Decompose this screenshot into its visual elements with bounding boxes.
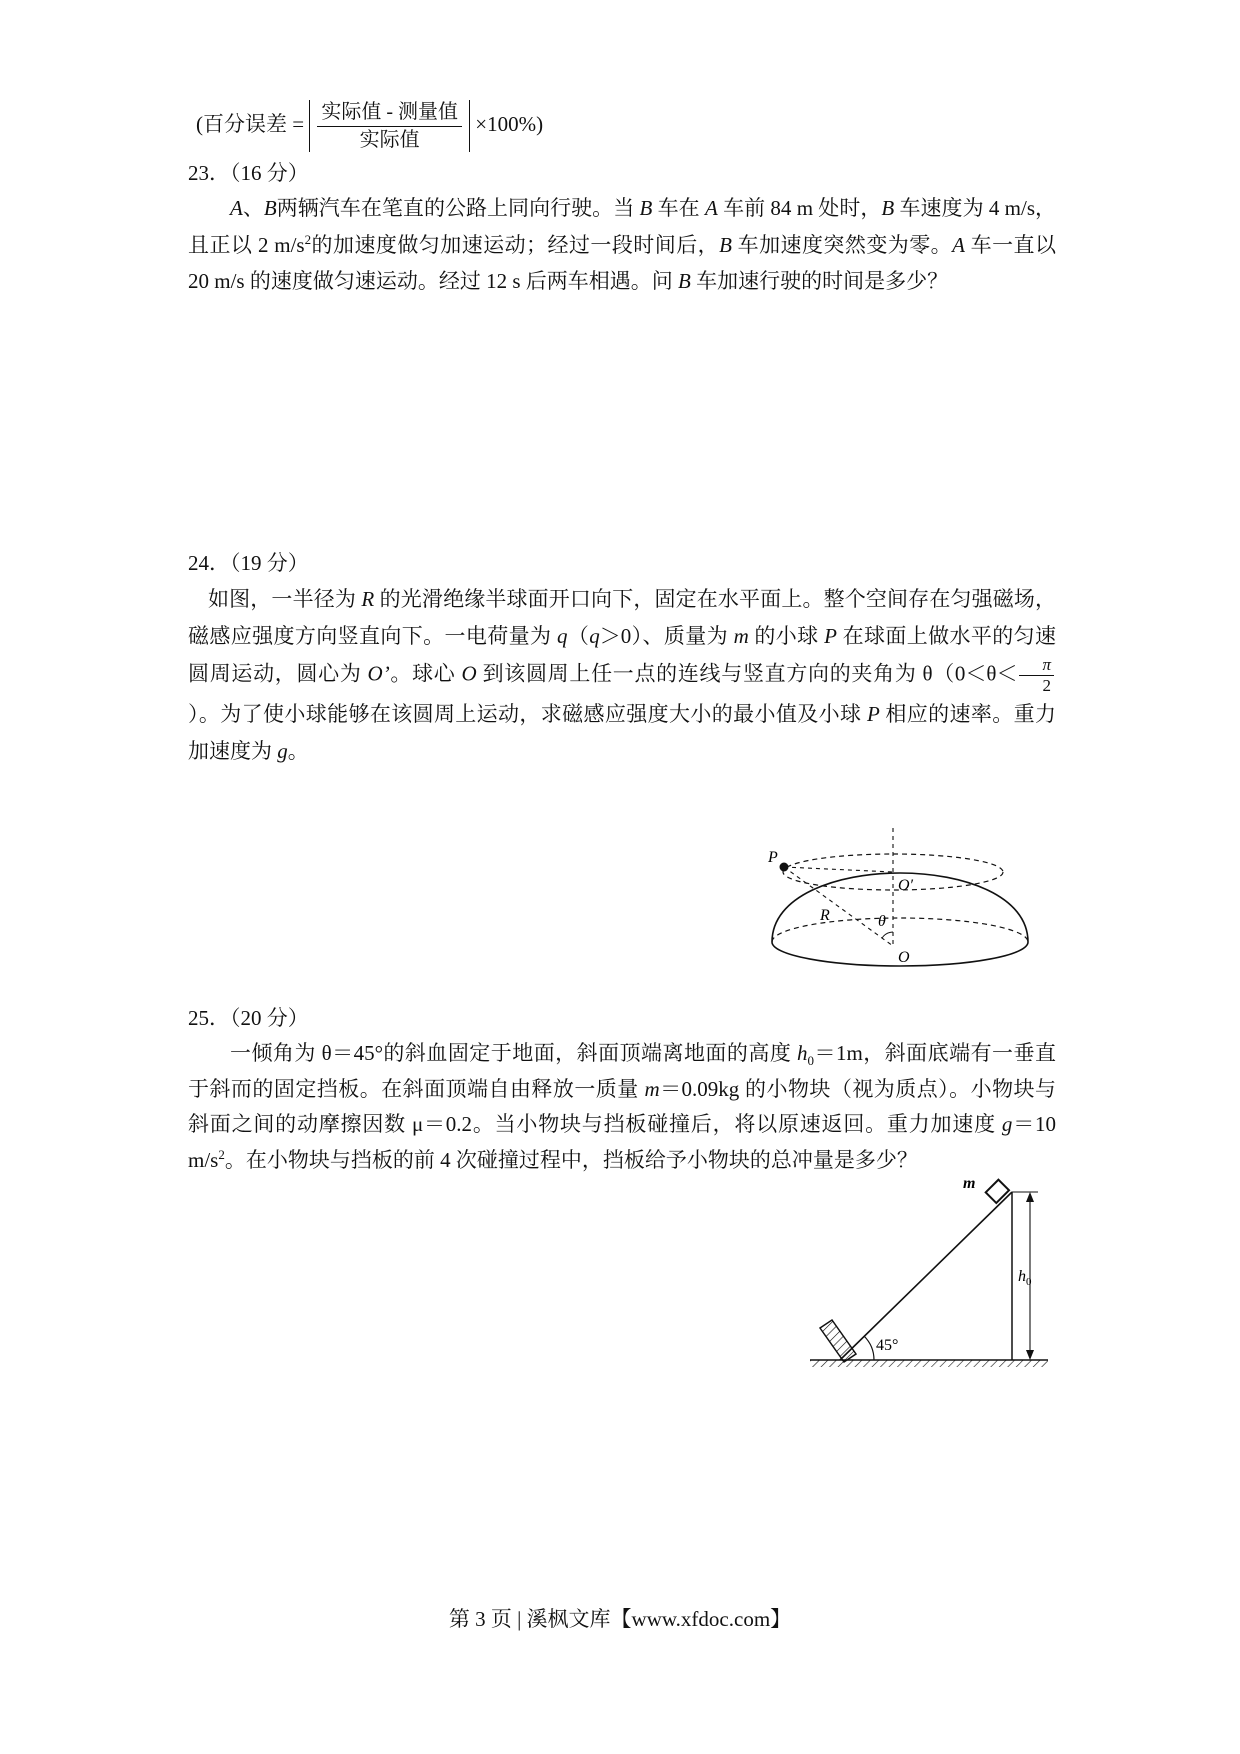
q24-text-5: 的小球 bbox=[754, 624, 819, 648]
q24-text-7: 。球心 bbox=[389, 661, 456, 686]
formula-denominator: 实际值 bbox=[359, 129, 420, 151]
q23-text-8: 车加速行驶的时间是多少？ bbox=[696, 269, 949, 293]
q25-text-1: 一倾角为 θ＝45°的斜血固定于地面，斜面顶端离地面的高度 bbox=[230, 1041, 792, 1065]
q23-text-6: 车加速度突然变为零。 bbox=[737, 232, 953, 257]
ball-P bbox=[780, 863, 789, 872]
label-theta: θ bbox=[878, 913, 886, 930]
label-O: O bbox=[898, 949, 910, 966]
q24-body bbox=[188, 581, 1056, 770]
q25-text-4: ＝10 m/s bbox=[188, 1112, 1057, 1172]
var-h: h bbox=[797, 1041, 808, 1065]
q24-text-11: 。 bbox=[287, 739, 309, 763]
label-P: P bbox=[768, 849, 778, 866]
var-q: q bbox=[589, 624, 600, 648]
pi-numerator: π bbox=[1019, 655, 1054, 676]
q25-text-2: ＝1m，斜面底端有一垂直于斜而的固定挡板。在斜面顶端自由释放一质量 bbox=[188, 1041, 1056, 1101]
var-g: g bbox=[277, 739, 288, 763]
q24-text-6: 在球面上做水平的匀速圆周运动，圆心为 bbox=[188, 624, 1056, 686]
theta-arc bbox=[882, 932, 893, 938]
q24-text-9: ）。为了使小球能够在该圆周上运动，求磁感应强度大小的最小值及小球 bbox=[188, 702, 862, 726]
q25-body bbox=[188, 1036, 1056, 1178]
label-h: h bbox=[1018, 1268, 1026, 1285]
pi-over-2-fraction bbox=[1019, 655, 1054, 696]
q24-text-1: 如图，一半径为 bbox=[208, 587, 356, 611]
superscript-2: 2 bbox=[304, 231, 312, 247]
barrier-plate bbox=[820, 1320, 856, 1362]
block-m bbox=[986, 1180, 1009, 1203]
q25-text-5: 。在小物块与挡板的前 4 次碰撞过程中，挡板给予小物块的总冲量是多少？ bbox=[224, 1147, 918, 1172]
q23-text-5: 的加速度做匀加速运动；经过一段时间后， bbox=[311, 232, 720, 257]
hemisphere-figure bbox=[760, 810, 1040, 980]
label-h-sub: 0 bbox=[1026, 1276, 1032, 1288]
var-B: B bbox=[263, 196, 277, 220]
dimension-arrow-top bbox=[1026, 1192, 1034, 1202]
formula-tail: ×100%) bbox=[475, 111, 544, 136]
radius-to-center bbox=[784, 867, 893, 872]
var-B: B bbox=[719, 232, 732, 257]
q24-text-2: 的光滑绝缘半球面开口向下，固定在水平面上。整个空间存在匀强磁场，磁感应强度方向竖直向下。一电荷量为 bbox=[188, 587, 1057, 648]
q25-header: 25．（20 分） bbox=[188, 1006, 309, 1030]
q23-text-4: 车速度为 4 m/s，且正以 2 m/s bbox=[188, 196, 1057, 257]
label-O-prime: O′ bbox=[898, 877, 914, 894]
page-footer: 第 3 页 | 溪枫文库【www.xfdoc.com】 bbox=[448, 1607, 792, 1631]
q23-text-3: 车前 84 m 处时， bbox=[723, 196, 882, 220]
dimension-arrow-bottom bbox=[1026, 1350, 1034, 1360]
var-A: A bbox=[704, 196, 718, 220]
var-A: A bbox=[952, 232, 965, 257]
base-ellipse-back bbox=[772, 918, 1028, 942]
var-R: R bbox=[361, 587, 375, 611]
formula-abs bbox=[309, 100, 470, 152]
var-B: B bbox=[881, 196, 895, 220]
q23-text-7: 车一直以 20 m/s 的速度做匀速运动。经过 12 s 后两车相遇。问 bbox=[188, 232, 1057, 293]
q24-text-8: 到该圆周上任一点的连线与竖直方向的夹角为 θ（0＜θ＜ bbox=[482, 661, 1018, 686]
subscript-0: 0 bbox=[807, 1053, 815, 1069]
var-g: g bbox=[1001, 1112, 1013, 1136]
label-angle: 45° bbox=[876, 1337, 899, 1354]
var-m: m bbox=[644, 1076, 660, 1101]
var-B: B bbox=[639, 196, 653, 220]
var-B: B bbox=[678, 269, 691, 293]
var-P: P bbox=[824, 624, 837, 648]
radius-line bbox=[784, 867, 893, 946]
pi-denominator: 2 bbox=[1042, 676, 1051, 695]
percent-error-formula bbox=[196, 100, 543, 152]
label-m: m bbox=[963, 1175, 976, 1192]
formula-numerator: 实际值 - 测量值 bbox=[317, 100, 462, 127]
q23-text-1: 两辆汽车在笔直的公路上同向行驶。当 bbox=[276, 196, 635, 220]
var-P: P bbox=[866, 702, 880, 726]
q23-text-2: 车在 bbox=[657, 196, 700, 220]
superscript-2: 2 bbox=[218, 1146, 225, 1162]
var-m: m bbox=[733, 624, 749, 648]
q23-body: A、B两辆汽车在笔直的公路上同向行驶。当 B 车在 A 车前 84 m 处时，B 车速度为 4 m/s，且正以 2 $m/s^2$的加速度做匀加速运动；经过一段时间后，B 车加速度突然变为零。A 车一直以 20 m/s 的速度做匀速运动。经过 12 s 后两车相遇。问 B 车加速行驶的时间是多少？ bbox=[188, 196, 1057, 293]
label-R: R bbox=[820, 907, 830, 924]
incline-figure bbox=[780, 1170, 1060, 1385]
q25-text-3: ＝0.09kg 的小物块（视为质点）。小物块与斜面之间的动摩擦因数 μ＝0.2。当小物块与挡板碰撞后，将以原速返回。重力加速度 bbox=[188, 1076, 1057, 1136]
formula-open: (百分误差 = bbox=[196, 111, 305, 136]
q23-header: 23．（16 分） bbox=[188, 161, 309, 185]
q24-text-10: 相应的速率。重力加速度为 bbox=[188, 702, 1057, 763]
q24-text-3: （ bbox=[567, 624, 590, 648]
q24-header: 24．（19 分） bbox=[188, 551, 309, 575]
var-O-prime: O’ bbox=[367, 661, 390, 686]
formula-fraction bbox=[317, 100, 462, 152]
angle-arc bbox=[864, 1336, 874, 1360]
q24-text-4: ＞0）、质量为 bbox=[599, 624, 728, 648]
var-O: O bbox=[461, 661, 477, 686]
var-q: q bbox=[557, 624, 568, 648]
var-A: A bbox=[230, 196, 243, 220]
incline-slope bbox=[840, 1192, 1012, 1360]
